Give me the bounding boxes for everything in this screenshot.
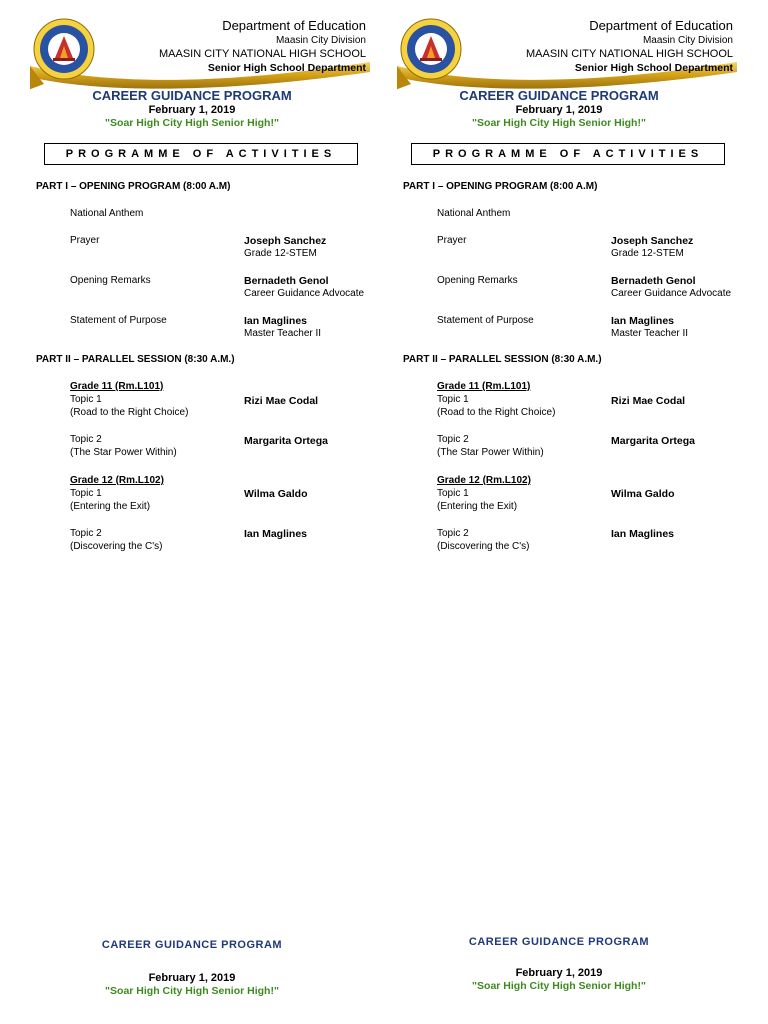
division-name: Maasin City Division (642, 35, 733, 46)
speaker-role: Grade 12-STEM (244, 248, 317, 259)
speaker-role: Career Guidance Advocate (244, 288, 365, 299)
agenda-item-label: Opening Remarks (437, 275, 518, 286)
speaker-name: Wilma Galdo (611, 488, 675, 500)
speaker-name: Ian Maglines (244, 315, 308, 327)
school-seal-logo (33, 18, 95, 80)
topic-description: (Road to the Right Choice) (70, 407, 189, 418)
speaker-role: Master Teacher II (611, 328, 689, 339)
grade12-room: Grade 12 (Rm.L102) (70, 475, 164, 486)
topic-description: (The Star Power Within) (70, 447, 177, 458)
speaker-name: Ian Maglines (611, 315, 675, 327)
program-tagline: "Soar High City High Senior High!" (472, 117, 646, 129)
speaker-name: Joseph Sanchez (611, 235, 694, 247)
footer-tagline: "Soar High City High Senior High!" (105, 985, 279, 997)
speaker-role: Career Guidance Advocate (611, 288, 732, 299)
agenda-item-label: National Anthem (437, 208, 511, 219)
topic-label: Topic 2 (437, 528, 469, 539)
agenda-item-label: Prayer (70, 235, 100, 246)
agenda-item-label: Statement of Purpose (70, 315, 167, 326)
topic-description: (Discovering the C's) (437, 541, 530, 552)
program-sheet-right (367, 0, 751, 1024)
department-name: Department of Education (589, 18, 733, 33)
footer-date: February 1, 2019 (515, 967, 603, 979)
speaker-name: Bernadeth Genol (244, 275, 329, 287)
topic-description: (Entering the Exit) (437, 501, 518, 512)
topic-description: (Entering the Exit) (70, 501, 151, 512)
shs-department: Senior High School Department (207, 62, 366, 74)
topic-label: Topic 1 (70, 394, 102, 405)
speaker-name: Margarita Ortega (244, 435, 329, 447)
footer-date: February 1, 2019 (148, 972, 236, 984)
grade11-room: Grade 11 (Rm.L101) (437, 381, 531, 392)
department-name: Department of Education (222, 18, 366, 33)
school-name: MAASIN CITY NATIONAL HIGH SCHOOL (526, 48, 733, 60)
speaker-role: Master Teacher II (244, 328, 322, 339)
agenda-item-label: Opening Remarks (70, 275, 151, 286)
topic-description: (The Star Power Within) (437, 447, 544, 458)
speaker-name: Rizi Mae Codal (611, 395, 686, 407)
topic-label: Topic 2 (437, 434, 469, 445)
agenda-item-label: National Anthem (70, 208, 144, 219)
program-title: CAREER GUIDANCE PROGRAM (92, 88, 292, 103)
division-name: Maasin City Division (275, 35, 366, 46)
agenda-item-label: Prayer (437, 235, 467, 246)
topic-label: Topic 1 (437, 488, 469, 499)
program-date: February 1, 2019 (515, 104, 603, 116)
school-seal-logo (400, 18, 462, 80)
speaker-name: Ian Maglines (611, 528, 675, 540)
part2-heading: PART II – PARALLEL SESSION (8:30 A.M.) (36, 354, 235, 365)
topic-label: Topic 2 (70, 434, 102, 445)
program-tagline: "Soar High City High Senior High!" (105, 117, 279, 129)
program-title: CAREER GUIDANCE PROGRAM (459, 88, 659, 103)
speaker-name: Joseph Sanchez (244, 235, 327, 247)
topic-description: (Discovering the C's) (70, 541, 163, 552)
part1-heading: PART I – OPENING PROGRAM (8:00 A.M) (403, 181, 598, 192)
speaker-name: Ian Maglines (244, 528, 308, 540)
agenda-item-label: Statement of Purpose (437, 315, 534, 326)
topic-label: Topic 1 (70, 488, 102, 499)
activities-heading: PROGRAMME OF ACTIVITIES (411, 143, 725, 165)
activities-heading: PROGRAMME OF ACTIVITIES (44, 143, 358, 165)
topic-description: (Road to the Right Choice) (437, 407, 556, 418)
footer-title: CAREER GUIDANCE PROGRAM (468, 936, 650, 948)
topic-label: Topic 1 (437, 394, 469, 405)
speaker-name: Bernadeth Genol (611, 275, 696, 287)
grade11-room: Grade 11 (Rm.L101) (70, 381, 164, 392)
topic-label: Topic 2 (70, 528, 102, 539)
footer-title: CAREER GUIDANCE PROGRAM (101, 939, 283, 951)
speaker-name: Margarita Ortega (611, 435, 696, 447)
speaker-name: Rizi Mae Codal (244, 395, 319, 407)
part1-heading: PART I – OPENING PROGRAM (8:00 A.M) (36, 181, 231, 192)
program-date: February 1, 2019 (148, 104, 236, 116)
speaker-name: Wilma Galdo (244, 488, 308, 500)
part2-heading: PART II – PARALLEL SESSION (8:30 A.M.) (403, 354, 602, 365)
school-name: MAASIN CITY NATIONAL HIGH SCHOOL (159, 48, 366, 60)
grade12-room: Grade 12 (Rm.L102) (437, 475, 531, 486)
shs-department: Senior High School Department (574, 62, 733, 74)
footer-tagline: "Soar High City High Senior High!" (472, 980, 646, 992)
speaker-role: Grade 12-STEM (611, 248, 684, 259)
